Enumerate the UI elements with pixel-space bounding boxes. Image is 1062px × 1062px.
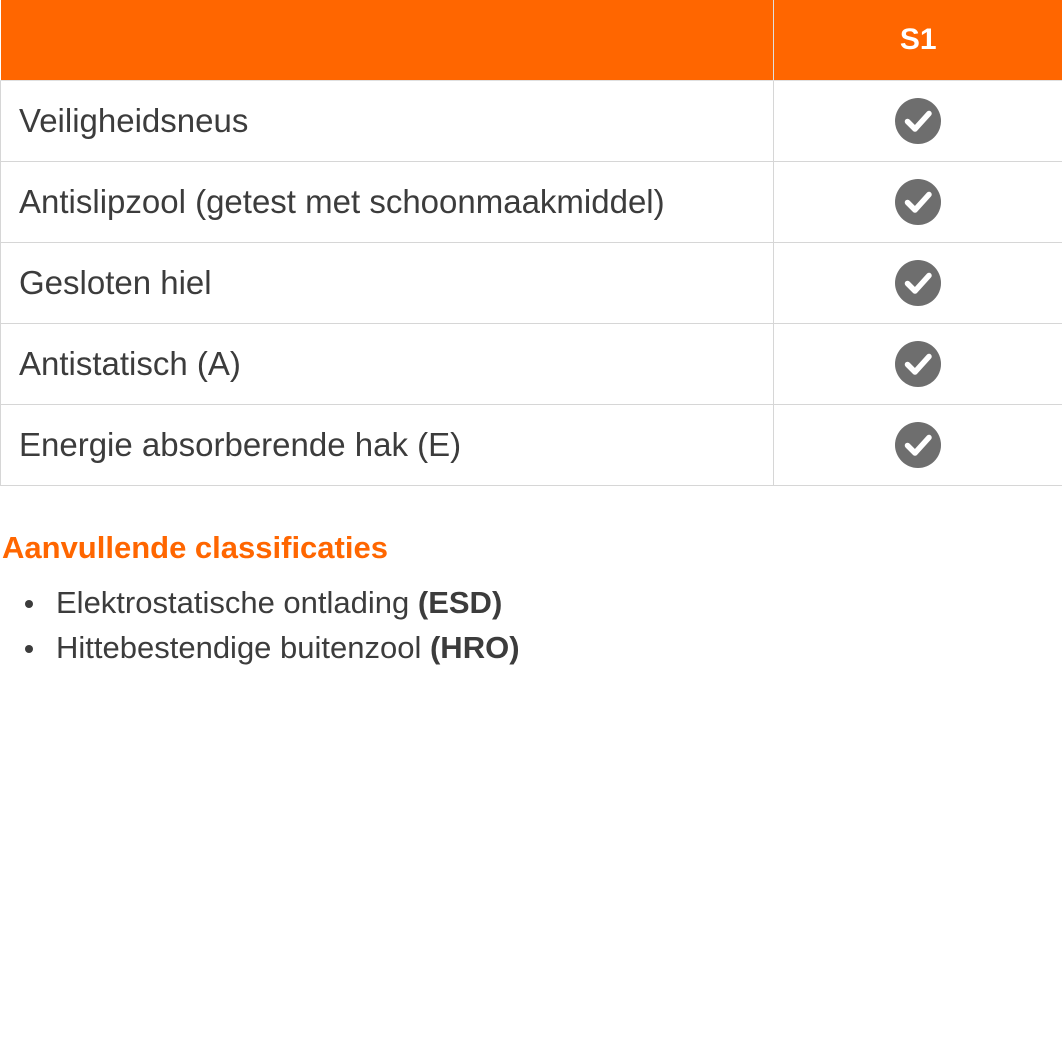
list-item-code: (HRO) [429,630,520,665]
bullet-icon [25,645,33,653]
bullet-icon [25,600,33,608]
header-s1: S1 [774,0,1062,81]
s1-cell [774,243,1062,324]
check-icon [895,179,941,225]
table-row [1,81,1062,162]
feature-label: Veiligheidsneus [1,81,774,162]
check-icon [895,98,941,144]
s1-cell [774,405,1062,486]
check-icon [895,341,941,387]
s1-cell [774,324,1062,405]
list-item-text: Elektrostatische ontlading [56,585,418,620]
header-feature [1,0,774,81]
s1-cell [774,162,1062,243]
check-icon [895,422,941,468]
list-item-text: Hittebestendige buitenzool [56,630,430,665]
feature-label: Energie absorberende hak (E) [1,405,774,486]
table-header-row [1,0,1062,81]
list-item [0,580,520,625]
table-row [1,162,1062,243]
s1-cell [774,81,1062,162]
list-item-code: (ESD) [417,585,503,620]
extra-classifications-title: Aanvullende classificaties [2,530,388,565]
feature-label: Antislipzool (getest met schoonmaakmiddel) [1,162,774,243]
feature-label: Gesloten hiel [1,243,774,324]
table-row [1,324,1062,405]
feature-label: Antistatisch (A) [1,324,774,405]
table-row [1,405,1062,486]
spec-table [0,0,1062,486]
table-row [1,243,1062,324]
list-item [0,625,520,670]
extra-classifications-list [0,580,520,670]
check-icon [895,260,941,306]
